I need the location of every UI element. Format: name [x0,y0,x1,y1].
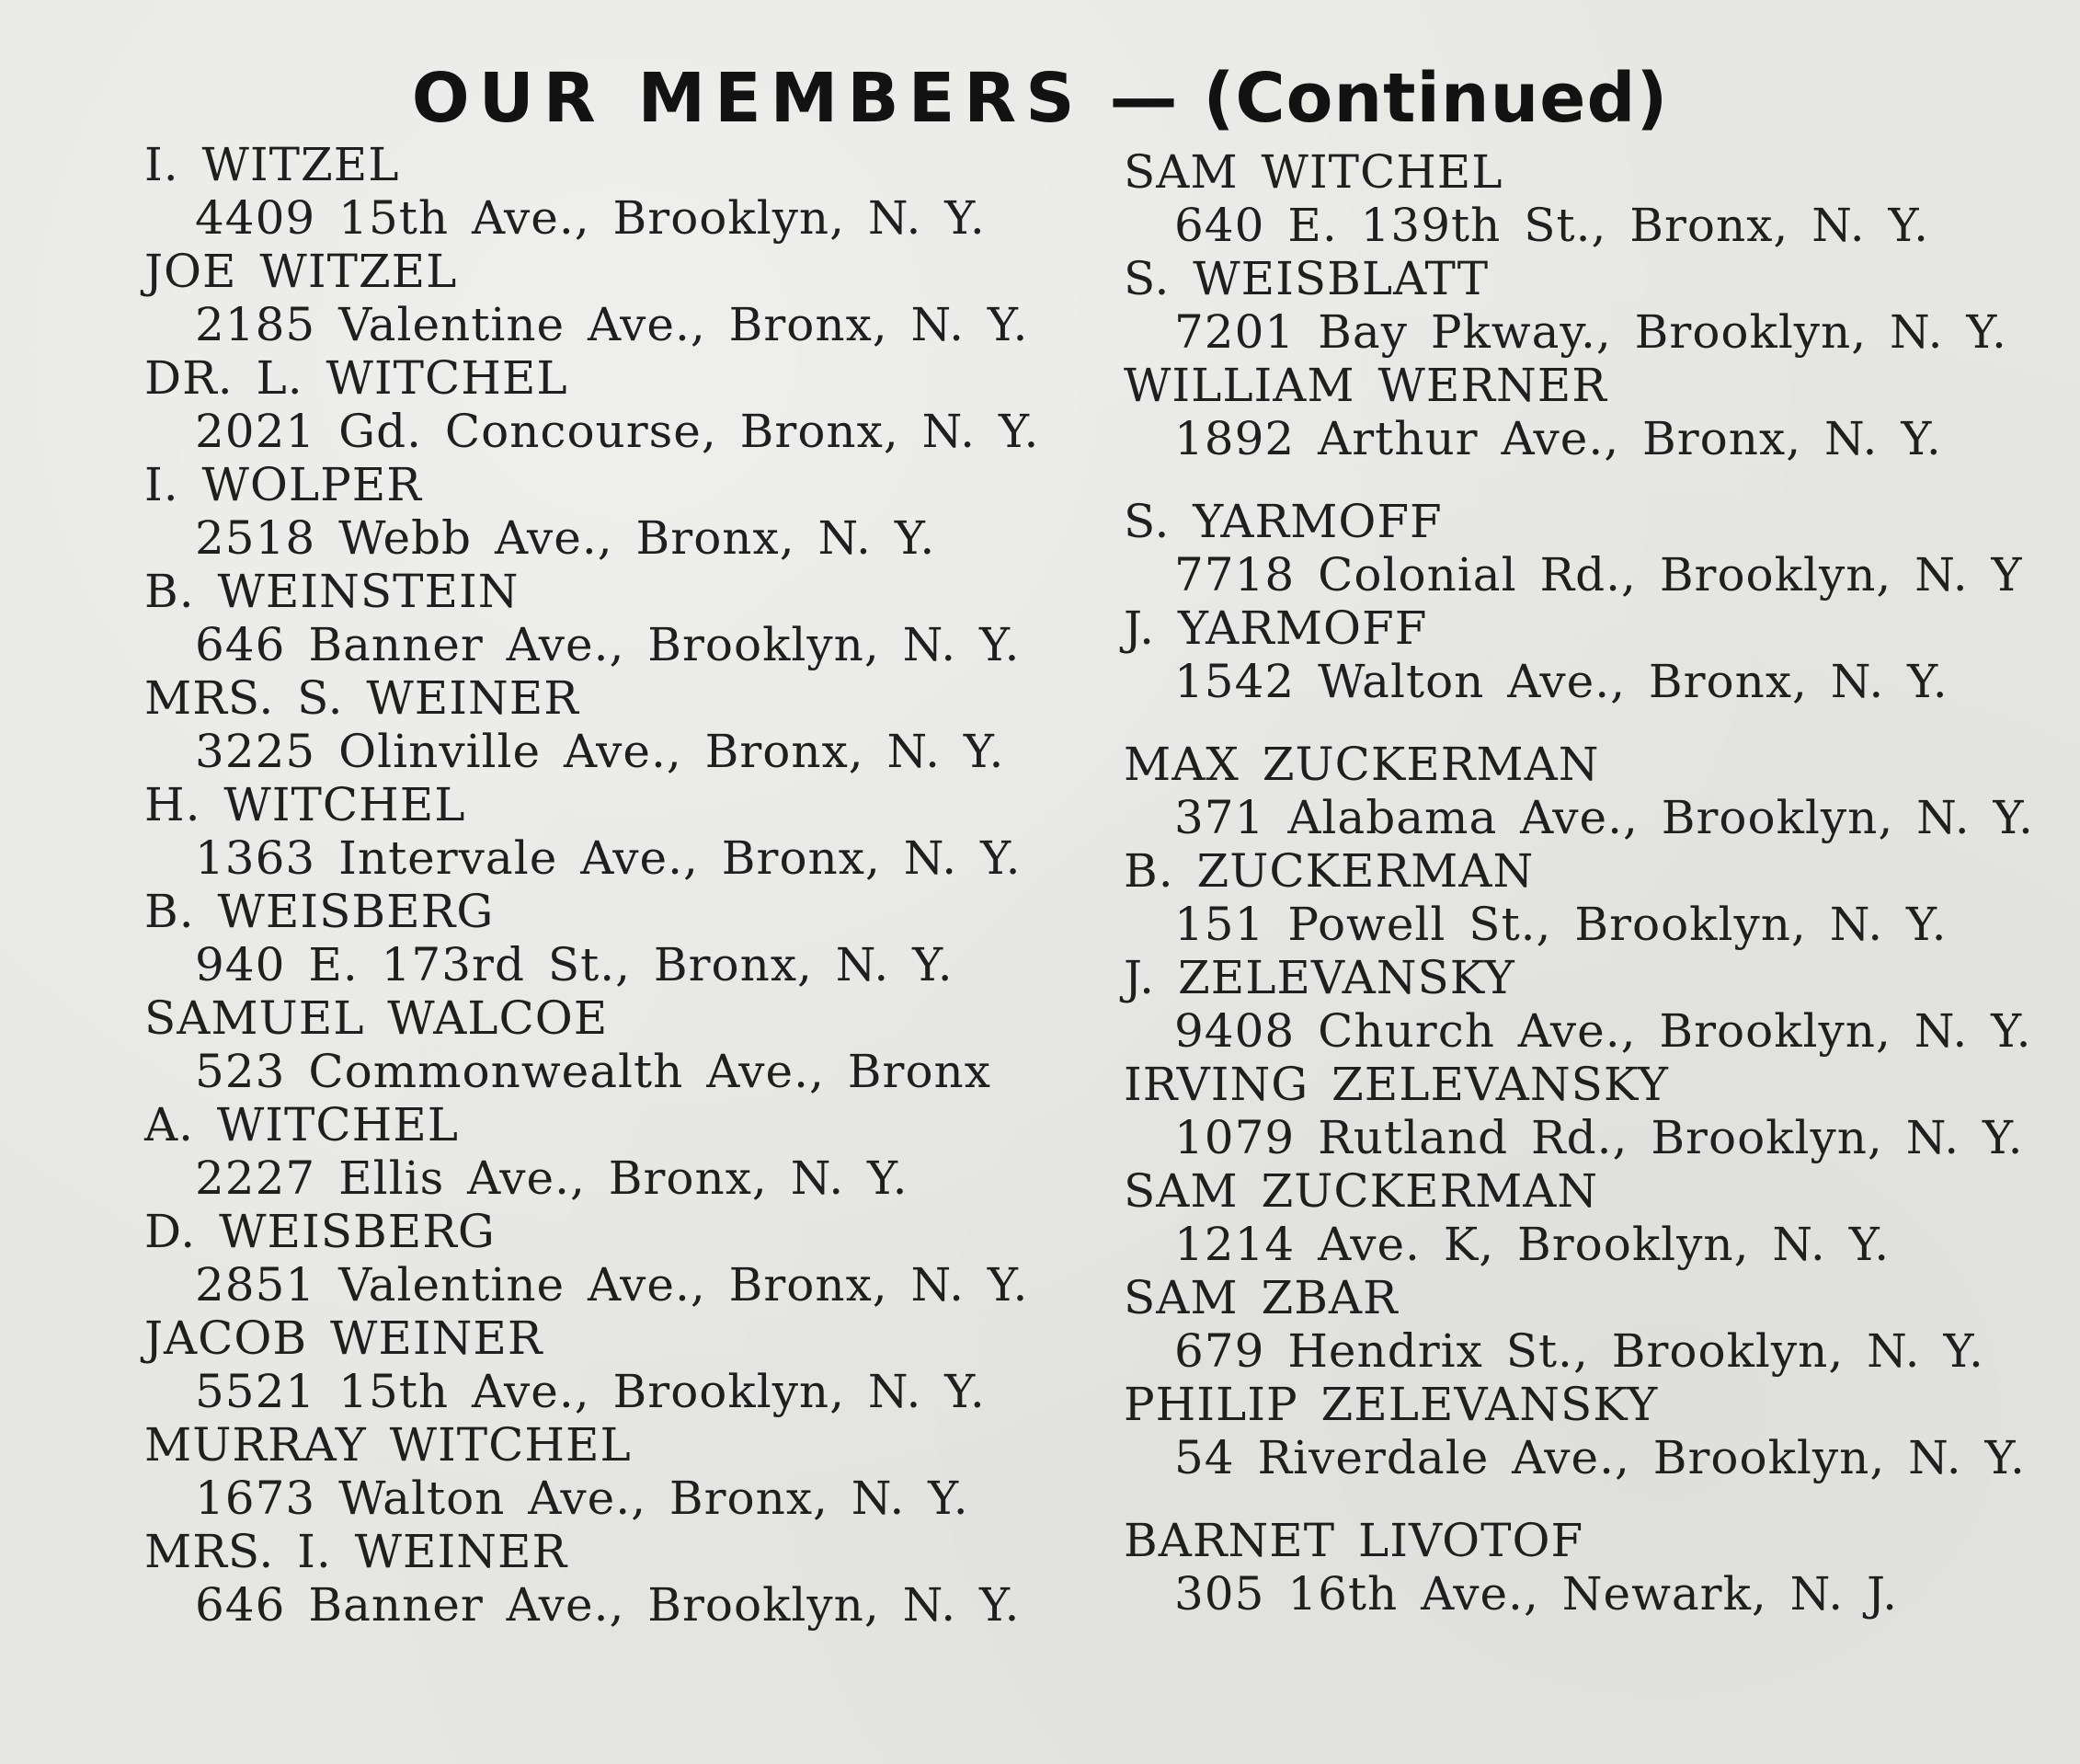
member-address: 646 Banner Ave., Brooklyn, N. Y. [195,618,1021,671]
member-name: S. YARMOFF [1124,495,1443,548]
member-entry [144,778,1119,885]
member-name: D. WEISBERG [144,1205,496,1258]
member-address: 646 Banner Ave., Brooklyn, N. Y. [195,1578,1021,1632]
member-address: 1542 Walton Ave., Bronx, N. Y. [1174,655,1949,708]
member-name: I. WOLPER [144,458,422,511]
member-name: SAM WITCHEL [1124,145,1503,199]
member-entry [1124,1058,2080,1164]
member-address: 2021 Gd. Concourse, Bronx, N. Y. [195,405,1040,458]
member-name: MRS. S. WEINER [144,671,579,725]
members-column-left [144,138,1119,1632]
member-name: B. ZUCKERMAN [1124,844,1535,898]
member-address: 1363 Intervale Ave., Bronx, N. Y. [195,831,1022,885]
member-entry [1124,1514,2080,1621]
member-entry [1124,1271,2080,1378]
member-entry [1124,844,2080,951]
member-name: A. WITCHEL [144,1098,459,1151]
member-address: 4409 15th Ave., Brooklyn, N. Y. [195,191,986,245]
member-name: SAM ZBAR [1124,1271,1399,1324]
member-entry [144,1312,1119,1418]
member-entry [144,885,1119,991]
member-entry [144,1418,1119,1525]
member-entry [144,1205,1119,1312]
member-address: 371 Alabama Ave., Brooklyn, N. Y. [1174,791,2034,844]
member-name: B. WEINSTEIN [144,565,520,618]
member-name: DR. L. WITCHEL [144,351,568,405]
title-continued: (Continued) [1203,59,1669,138]
member-address: 54 Riverdale Ave., Brooklyn, N. Y. [1174,1431,2026,1484]
member-name: BARNET LIVOTOF [1124,1514,1584,1567]
member-entry [1124,951,2080,1058]
member-address: 640 E. 139th St., Bronx, N. Y. [1174,199,1929,252]
member-address: 5521 15th Ave., Brooklyn, N. Y. [195,1365,986,1418]
member-address: 1079 Rutland Rd., Brooklyn, N. Y. [1174,1111,2024,1164]
member-entry [144,1098,1119,1205]
member-entry [144,138,1119,245]
member-name: B. WEISBERG [144,885,495,938]
member-address: 2851 Valentine Ave., Bronx, N. Y. [195,1258,1029,1312]
members-column-right [1124,145,2080,1621]
member-name: SAM ZUCKERMAN [1124,1164,1599,1218]
member-address: 940 E. 173rd St., Bronx, N. Y. [195,938,954,991]
member-name: MRS. I. WEINER [144,1525,568,1578]
member-entry [1124,145,2080,252]
member-address: 1673 Walton Ave., Bronx, N. Y. [195,1472,969,1525]
member-address: 2227 Ellis Ave., Bronx, N. Y. [195,1151,909,1205]
member-entry [144,245,1119,351]
member-address: 7201 Bay Pkway., Brooklyn, N. Y. [1174,305,2007,359]
page-title [0,48,2080,149]
member-name: S. WEISBLATT [1124,252,1490,305]
member-address: 2185 Valentine Ave., Bronx, N. Y. [195,298,1029,351]
member-name: J. ZELEVANSKY [1124,951,1515,1004]
member-entry [144,565,1119,671]
member-entry [1124,738,2080,844]
member-name: MURRAY WITCHEL [144,1418,632,1472]
title-dash: — [1109,59,1178,138]
member-entry [1124,252,2080,359]
title-main: OUR MEMBERS [411,59,1084,138]
member-address: 3225 Olinville Ave., Bronx, N. Y. [195,725,1005,778]
member-name: JOE WITZEL [144,245,458,298]
member-entry [1124,359,2080,465]
member-address: 523 Commonwealth Ave., Bronx [195,1045,991,1098]
member-entry [1124,495,2080,601]
member-name: IRVING ZELEVANSKY [1124,1058,1669,1111]
member-entry [144,1525,1119,1632]
member-name: WILLIAM WERNER [1124,359,1607,412]
member-name: MAX ZUCKERMAN [1124,738,1600,791]
member-entry [1124,601,2080,708]
member-address: 151 Powell St., Brooklyn, N. Y. [1174,898,1948,951]
member-entry [144,458,1119,565]
member-address: 679 Hendrix St., Brooklyn, N. Y. [1174,1324,1984,1378]
member-address: 7718 Colonial Rd., Brooklyn, N. Y [1174,548,2023,601]
member-address: 9408 Church Ave., Brooklyn, N. Y. [1174,1004,2032,1058]
member-name: PHILIP ZELEVANSKY [1124,1378,1659,1431]
member-entry [144,671,1119,778]
member-address: 2518 Webb Ave., Bronx, N. Y. [195,511,936,565]
member-name: H. WITCHEL [144,778,466,831]
member-name: I. WITZEL [144,138,400,191]
member-entry [1124,1164,2080,1271]
member-address: 305 16th Ave., Newark, N. J. [1174,1567,1899,1621]
member-entry [144,351,1119,458]
member-entry [1124,1378,2080,1484]
member-address: 1892 Arthur Ave., Bronx, N. Y. [1174,412,1942,465]
member-name: JACOB WEINER [144,1312,543,1365]
member-entry [144,991,1119,1098]
member-address: 1214 Ave. K, Brooklyn, N. Y. [1174,1218,1891,1271]
member-name: J. YARMOFF [1124,601,1428,655]
member-name: SAMUEL WALCOE [144,991,609,1045]
